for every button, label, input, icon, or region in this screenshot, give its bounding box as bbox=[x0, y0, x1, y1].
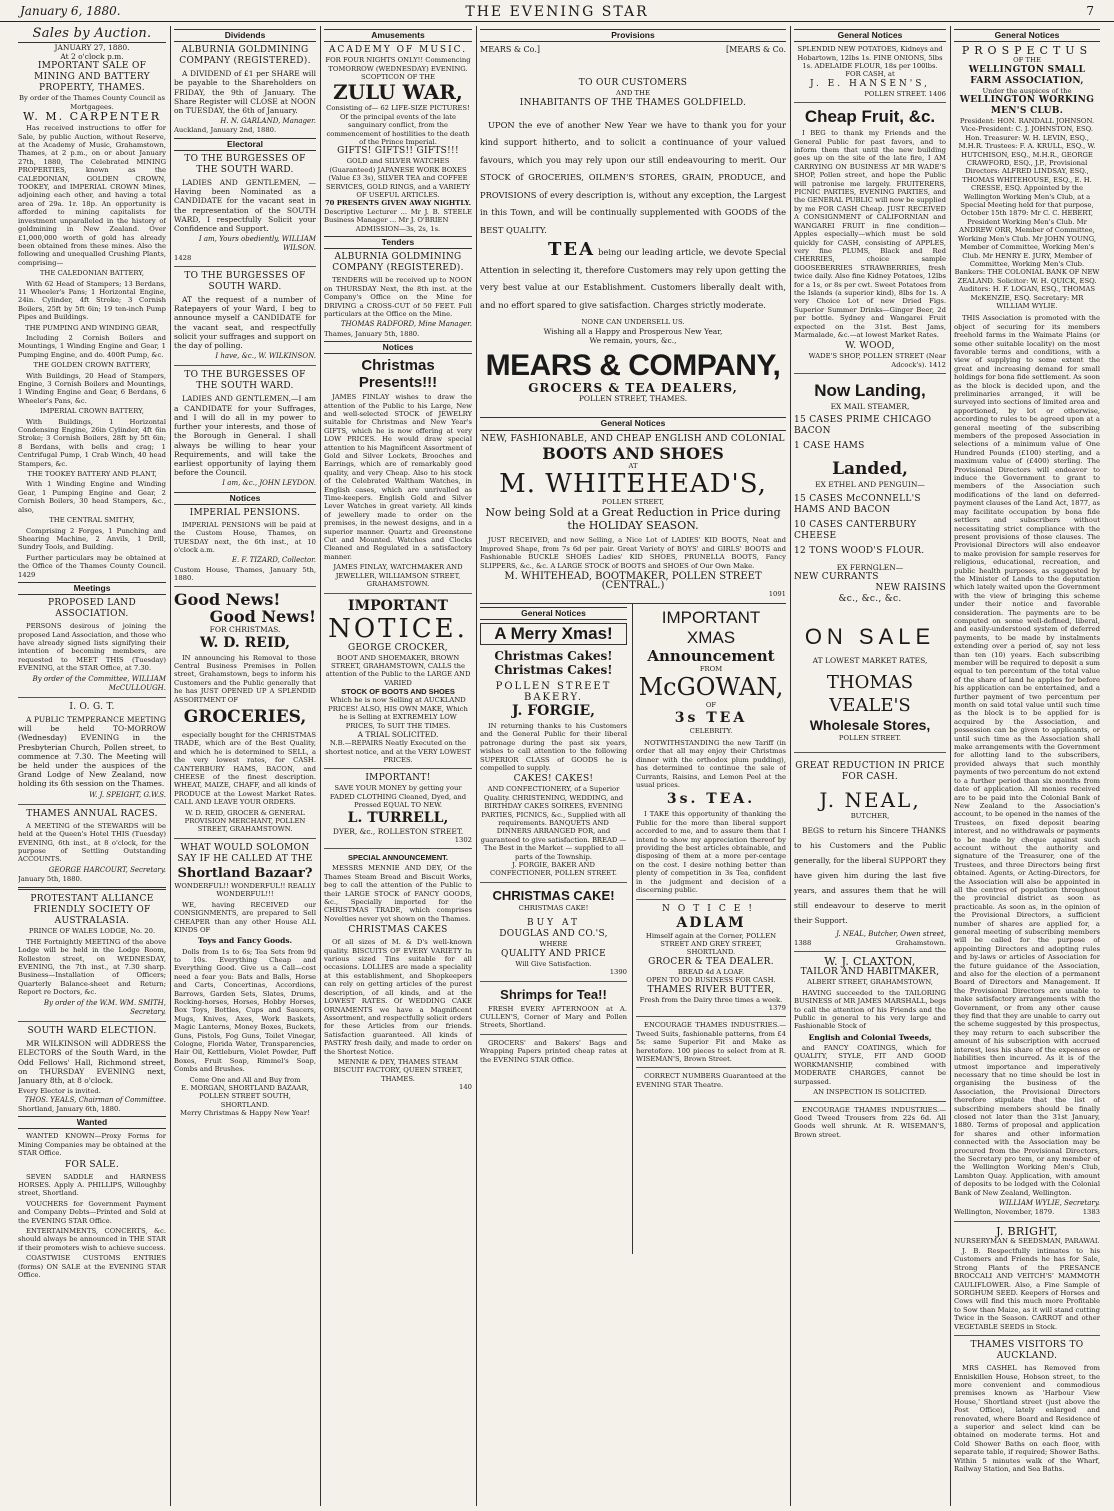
auction-further: Further particulars may be obtained at the Office of the Thames County Council. 1429 bbox=[18, 553, 166, 579]
landed-item: 15 CASES McCONNELL'S HAMS AND BACON bbox=[794, 493, 921, 515]
bakery-subcolumn bbox=[480, 604, 630, 1253]
tenders-section-label: Tenders bbox=[324, 236, 472, 249]
protestant-heading: PROTESTANT ALLIANCE FRIENDLY SOCIETY OF AUSTRALASIA. bbox=[30, 894, 154, 927]
page-number: 7 bbox=[1086, 4, 1094, 18]
shortland-bazaar: Shortland Bazaar? bbox=[177, 865, 313, 881]
divider bbox=[324, 848, 472, 849]
prospectus-footer bbox=[954, 1208, 1100, 1216]
general-notices-section-label: General Notices bbox=[480, 607, 627, 620]
for-sale-heading: FOR SALE. bbox=[64, 1159, 120, 1170]
mears-mark-left: MEARS & Co.] bbox=[480, 45, 540, 55]
divider bbox=[794, 1101, 946, 1102]
finlay-text: JAMES FINLAY wishes to draw the attention of the Public to his Large, New and well-selected STOCK of JEWELRY suitable for Christmas and New Year's GIFTS, which he is now offering at very LOW PRICES. He would draw special attention to his Magnificent Assortment of Gold and Silver Lockets, Brooches and Earrings, which are of remarkably good quality, and very Cheap. Also to his stock of the Celebrated Waltham Watches, in English cases, which are unrivalled as Time-keepers. English Gold and Silver Lever Watches in great variety. All kinds of jewellery made to order on the premises, in the newest designs, and in a superior manner. Quartz and Greenstone Cut and Mounted. Watches and Clocks Cleaned and Regulated in a satisfactory manner. bbox=[324, 393, 472, 561]
divider bbox=[18, 697, 166, 698]
correct-numbers-notice: CORRECT NUMBERS Guaranteed at the EVENING STAR Theatre. bbox=[636, 1072, 786, 1089]
landed-heading: Landed, bbox=[832, 459, 908, 480]
auction-date: JANUARY 27, 1880. bbox=[54, 43, 130, 52]
column-provisions bbox=[480, 26, 786, 1506]
tea-text: being our leading article, we devote Special Attention in selecting it, therefore Customers may rely upon getting the very best value at our Establishment. Customers liberally dealt with, and no effort spared to give satisfaction. Charges strictly moderate. bbox=[480, 247, 786, 310]
ad-number: 1091 bbox=[768, 590, 786, 599]
mears-mark-right: [MEARS & Co. bbox=[726, 45, 786, 55]
ad-number: 1390 bbox=[609, 968, 627, 977]
divider bbox=[480, 981, 627, 982]
auction-headline: IMPORTANT SALE OF MINING AND BATTERY PROPERTY, THAMES. bbox=[34, 61, 150, 94]
hansen-name: J. E. HANSEN'S, bbox=[810, 78, 930, 89]
shrimps-heading: Shrimps for Tea!! bbox=[500, 986, 607, 1002]
douglas-co: DOUGLAS AND CO.'S, bbox=[499, 929, 608, 940]
river-butter: THAMES RIVER BUTTER, bbox=[647, 984, 775, 995]
mears-body: UPON the eve of another New Year we have to thank you for your kind support hitherto, and to solicit a continuance of your valued favours, which you may rely upon our still endeavouring to merit. Our STOCK of GROCERIES, OILMEN'S STORES, GRAIN, PRODUCE, and PROVISIONS of every description is, without any exception, the Largest in this Town, and will be continually supplemented with GOODS of the BEST QUALITY. bbox=[480, 119, 786, 235]
battery-list bbox=[18, 269, 166, 552]
election-text: LADIES AND GENTLEMEN, — Having been Nominated as a CANDIDATE for the vacant seat in the representation of the SOUTH WARD, I respectfully Solicit your Confidence and Support. bbox=[174, 178, 316, 234]
raisins: NEW RAISINS bbox=[875, 582, 946, 593]
mears-corner-marks bbox=[480, 45, 786, 54]
reid-text-2: especially bought for the CHRISTMAS TRADE, which are of the Best Quality, and which he is determined to SELL, a the very lowest rates, for CASH. CANTERBURY HAMS, BACON, and CHEESE of the finest description. WHEAT, MAIZE, CHAFF, and all kinds of PRODUCE at the Lowest Market Rates. CALL AND LEAVE YOUR ORDERS. bbox=[174, 731, 316, 807]
academy-text: FOR FOUR NIGHTS ONLY!! Commencing TOMORROW (WEDNESDAY) EVENING. SCOPTICON OF THE bbox=[325, 56, 471, 82]
now-landing-heading: Now Landing, bbox=[814, 381, 926, 401]
divider bbox=[794, 951, 946, 952]
whitehead-text: JUST RECEIVED, and now Selling, a Nice Lot of LADIES' KID BOOTS, Neat and Improved Shape, from 7s 6d per pair. Great Variety of BOYS' and GIRLS' BOOTS and Fashionable BUCKLE SHOES Ladies' KID SHOES, PRUNELLA BOOTS, Fancy SLIPPERS, &c., &c. A LARGE STOCK of BOOTS and SHOES of Our Own Make. bbox=[480, 536, 786, 570]
protestant-signature: By order of the W.M. WM. SMITH, Secretary. bbox=[43, 998, 166, 1016]
turrell-text: SAVE YOUR MONEY by getting your FADED CLOTHING Cleaned, Dyed, and Pressed EQUAL TO NEW. bbox=[329, 784, 467, 810]
notices-section-label: Notices bbox=[324, 341, 472, 354]
three-shilling-tea: 3s TEA bbox=[674, 709, 748, 726]
christmas-presents-heading: Christmas Presents!!! bbox=[358, 357, 438, 392]
divider bbox=[480, 882, 627, 883]
split-notices bbox=[480, 603, 786, 1253]
south-ward-signature: THOS. YEALS, Chairman of Committee. bbox=[24, 1095, 166, 1104]
important-heading: IMPORTANT bbox=[348, 597, 448, 614]
divider bbox=[794, 373, 946, 374]
page-header bbox=[0, 0, 1114, 22]
masthead-title: THE EVENING STAR bbox=[465, 4, 649, 20]
entertainments-notice: ENTERTAINMENTS, CONCERTS, &c. should always be announced in THE STAR if their promoters wish to achieve success. bbox=[18, 1227, 166, 1252]
shrimps-text: FRESH EVERY AFTERNOON at A. CULLEN'S, Corner of Mary and Pollen Streets, Shortland. bbox=[480, 1004, 627, 1030]
whitehead-reduction: Now being Sold at a Great Reduction in Price during the HOLIDAY SEASON. bbox=[485, 506, 781, 533]
protestant-text: THE Fortnightly MEETING of the above Lodge will be held in the Lodge Room, Rolleston street, on WEDNESDAY, EVENING, the 7th inst., at 7.30 sharp. Business—Installation of Officers; Quarterly Balance-sheet and Return; Report re Doctors, &c. bbox=[18, 937, 166, 997]
veale-address: POLLEN STREET. bbox=[838, 734, 902, 743]
visitors-heading: THAMES VISITORS TO AUCKLAND. bbox=[970, 1340, 1084, 1362]
adlam-text: Himself again at the Corner, POLLEN STREET AND GREY STREET, SHORTLAND. bbox=[645, 931, 777, 957]
provisions-section-label: Provisions bbox=[480, 29, 786, 42]
pensions-heading: IMPERIAL PENSIONS. bbox=[189, 507, 301, 518]
wonderful-line: WONDERFUL!! WONDERFUL!! REALLY WONDERFUL!!! bbox=[174, 881, 316, 899]
toys-heading: Toys and Fancy Goods. bbox=[197, 936, 293, 946]
whitehead-name: M. WHITEHEAD'S, bbox=[499, 468, 767, 499]
general-notices-section-label: General Notices bbox=[480, 417, 786, 430]
divider bbox=[174, 586, 316, 587]
zulu-war-heading: ZULU WAR, bbox=[333, 80, 463, 105]
neal-name: J. NEAL, bbox=[819, 788, 921, 813]
pensions-signature: E. F. TIZARD, Collector. bbox=[231, 556, 316, 565]
column-divider bbox=[320, 26, 321, 1506]
mennie-text-2: Of all sizes of M. & D's well-known quality. BISCUITS OF EVERY VARIETY In various sized Tins suitable for all occasions. LOLLIES are made a speciality at this establishment, and Shopkeepers can rely on getting articles of the purest description, of all kinds, and at the LOWEST RATES. Of WEDDING CAKE ORNAMENTS we have a Magnificent Assortment, and respectfully solicit orders for these Articles from our friends. Satisfaction guaranteed. All kinds of PASTRY fresh daily, and made to order on the Shortest Notice. bbox=[324, 938, 472, 1056]
repairs-note: N.B.—REPAIRS Neatly Executed on the shortest notice, and at the VERY LOWEST PRICES. bbox=[325, 739, 471, 764]
auction-time: At 2 o'clock p.m. bbox=[60, 52, 124, 62]
academy-text-2: Consisting of— 62 LIFE-SIZE PICTURES! Of the principal events of the late sanguinary conflict, from the commencement of hostilities to the death of the Prince Imperial. bbox=[326, 104, 470, 147]
mears-address: POLLEN STREET, THAMES. bbox=[578, 394, 688, 404]
landing-item: 1 CASE HAMS bbox=[794, 441, 865, 452]
of-the: OF THE bbox=[1013, 56, 1041, 65]
cakes-line: CAKES! CAKES! bbox=[513, 774, 594, 785]
wood-address: WADE'S SHOP, POLLEN STREET (Near Adcock's). 1412 bbox=[808, 352, 946, 369]
pollen-bakery: POLLEN STREET BAKERY. bbox=[495, 680, 612, 703]
crocker-text: BOOT AND SHOEMAKER, BROWN STREET, GRAHAMSTOWN, CALLS the attention of the Public to the LARGE AND VARIED bbox=[325, 653, 471, 687]
divider bbox=[174, 365, 316, 366]
neal-text: BEGS to return his Sincere THANKS to his Customers and the Public generally, for the liberal SUPPORT they have given him during the last five years, and assures them that he will still endeavour to deserve to merit their Support. bbox=[794, 825, 946, 925]
merry-xmas-heading: A Merry Xmas! bbox=[480, 623, 627, 645]
election-text: AT the request of a number of Ratepayers of your Ward, I beg to announce myself a CANDIDATE for the vacant seat, and respectfully solicit your suffrages and support on the day of polling. bbox=[174, 295, 316, 351]
bright-name: J. BRIGHT, bbox=[996, 1224, 1058, 1238]
column-auctions-meetings bbox=[18, 26, 166, 1506]
will-give-satisfaction: Will Give Satisfaction. bbox=[515, 959, 592, 968]
list-item-text: Comprising 2 Forges, 1 Punching and Shearing Machine, 2 Anvils, 1 Drill, Sundry Tools, and Building. bbox=[18, 526, 166, 552]
iogt-signature: W. J. SPEIGHT, G.W.S. bbox=[89, 790, 166, 799]
cheap-fruit-text: I BEG to thank my Friends and the General Public for past favors, and to inform them that until the new building goes up on the site of the late fire, I AM CARRYING ON BUSINESS AT MR WADE'S SHOP, Pollen street, and hope the Public will patronise me largely. FRUITERERS, PICNIC PARTIES, EVENING PARTIES, and the GENERAL PUBLIC will now be supplied by me FOR CASH Cheap. JUST RECEIVED A CONSIGNMENT of CALIFORNIAN and WANGAREI FRUIT in fine condition—Apples especially—which must be sold quickly for CASH, consisting of APPLES, very fine PLUMS, Black and Red CHERRIES, choice sample GOOSEBERRIES STRAWBERRIES, fresh twice daily. Also fine Kidney Potatoes, 12lbs for a 1s, or 8s per cwt. Sweet Potatoes from the Islands (a superior kind), 8lbs for 1s. A very Choice Lot of new Dried Figs. Superior Summer Drinks—Ginger Beer, 2d per bottle. Sydney and Wangarei Fruit expected on the 31st. Best Jams, Marmalade, &c.—at lowest Market Rates. bbox=[794, 129, 946, 339]
bazaar-text: WE, having RECEIVED our CONSIGNMENTS, are prepared to Sell CHEAPER than any other House ALL KINDS OF bbox=[174, 900, 316, 934]
divider bbox=[18, 804, 166, 805]
divider bbox=[794, 752, 946, 753]
divider bbox=[636, 899, 786, 900]
landed-item: 12 TONS WOOD'S FLOUR. bbox=[794, 545, 925, 556]
ad-number: 1428 bbox=[174, 253, 192, 262]
and-the: AND THE bbox=[616, 89, 650, 98]
list-item-heading: THE CENTRAL SMITHY, bbox=[49, 516, 135, 525]
whitehead-street: POLLEN STREET, bbox=[601, 497, 665, 506]
list-item-text: With 62 Head of Stampers; 13 Berdans, 11 Wheeler's Pans; 1 Horizontal Engine, 24in. Cylinder, 4ft Stroke; 3 Cornish Boilers, 25ft by 5ft 6in; 19 ten-inch Pump Pipes and Buildings. bbox=[18, 279, 166, 322]
christmas-cakes-line: CHRISTMAS CAKES bbox=[348, 925, 448, 936]
vouchers-notice: VOUCHERS for Government Payment and Company Debts—Printed and Sold at the EVENING STAR Office. bbox=[18, 1199, 166, 1225]
forgie-signature: J. FORGIE, BAKER AND CONFECTIONER, POLLEN STREET. bbox=[490, 861, 617, 878]
adlam-bread: BREAD 4d A LOAF. bbox=[677, 967, 745, 976]
dividend-heading: ALBURNIA GOLDMINING COMPANY (REGISTERED). bbox=[179, 45, 311, 67]
pensions-date: Custom House, Thames, January 5th, 1880. bbox=[174, 565, 316, 582]
lowest-rates: AT LOWEST MARKET RATES, bbox=[812, 655, 928, 665]
south-ward-invite: Every Elector is invited. bbox=[18, 1087, 101, 1096]
bazaar-items: Dolls from 1s to 6s; Tea Sets from 9d to 10s. Everything Cheap and Everything Good. Give us a Call—cost need a fear you: Bats and Balls, Horse and Carts, Concertinas, Accordions, Barrows, Garden Sets, Slates, Drums, Rocking-horses, Horses, Hobby Horses, Box Toys, Bottles, Cups and Saucers, Mugs, Knives, Axes, Work Baskets, Magic Lanterns, Money Boxes, Buckets, Guns, Pistols, Fog Guns, Toilet Vinegar, Cologne, Florida Water, Transparencies, Hair Oil, Kettleburn, Violet Powder, Puff Boxes, Fruit Soap, Rimmel's Soap, Combs and Brushes. bbox=[174, 947, 316, 1074]
neal-town: Grahamstown. bbox=[895, 939, 946, 948]
mennie-signature: MENNIE & DEY, THAMES STEAM BISCUIT FACTORY, QUEEN STREET, THAMES. bbox=[333, 1057, 463, 1083]
election-heading: TO THE BURGESSES OF THE SOUTH WARD. bbox=[184, 370, 306, 392]
ad-number: 1383 bbox=[1082, 1208, 1100, 1217]
divider bbox=[480, 1034, 627, 1035]
for-christmas: FOR CHRISTMAS. bbox=[209, 625, 281, 635]
wanted-section-label: Wanted bbox=[18, 1116, 166, 1129]
dividend-date: Auckland, January 2nd, 1880. bbox=[174, 126, 277, 135]
wholesale-stores: Wholesale Stores, bbox=[809, 717, 931, 734]
list-item-heading: THE PUMPING AND WINDING GEAR, bbox=[25, 323, 159, 332]
small-farm-association: WELLINGTON SMALL FARM ASSOCIATION, bbox=[968, 64, 1086, 86]
christmas-cake-subheading: CHRISTMAS CAKE! bbox=[518, 903, 589, 912]
none-undersell: NONE CAN UNDERSELL US. bbox=[581, 318, 685, 327]
south-ward-heading: SOUTH WARD ELECTION. bbox=[27, 1026, 157, 1037]
ex-ethel: EX ETHEL AND PENGUIN— bbox=[815, 480, 925, 490]
claxton-text-2: and FANCY COATINGS, which for QUALITY, STYLE, FIT AND GOOD WORKMANSHIP, combined with MODERATE CHARGES, cannot be surpassed. bbox=[794, 1044, 946, 1086]
crocker-name: GEORGE CROCKER, bbox=[348, 642, 448, 653]
announcement-heading: Announcement bbox=[647, 646, 775, 665]
important-xmas-heading: IMPORTANT XMAS bbox=[661, 607, 761, 647]
adlam-grocer: GROCER & TEA DEALER. bbox=[648, 956, 774, 967]
divider bbox=[174, 838, 316, 839]
under-auspices: Under the auspices of the bbox=[982, 86, 1072, 95]
forgie-name: J. FORGIE, bbox=[511, 702, 596, 719]
encourage-notice: ENCOURAGE THAMES INDUSTRIES.—Good Tweed Trousers from 22s 6d. All Goods well shrunk. At R. WISEMAN'S, Brown street. bbox=[794, 1105, 946, 1139]
we-remain: We remain, yours, &c., bbox=[589, 335, 677, 345]
good-news-heading: Good News! bbox=[209, 607, 316, 627]
groceries-heading: GROCERIES, bbox=[183, 707, 307, 727]
tender-heading: ALBURNIA GOLDMINING COMPANY (REGISTERED). bbox=[332, 252, 464, 274]
claxton-trade: TAILOR AND HABITMAKER, bbox=[800, 967, 940, 978]
list-item-heading: THE TOOKEY BATTERY AND PLANT, bbox=[27, 470, 157, 479]
list-item-text: With Buildings, 20 Head of Stampers, Engine, 3 Cornish Boilers and Mountings, 1 Winding Engine and Gear, 6 Berdans, 6 Wheeler's Pans, &c. bbox=[18, 371, 166, 405]
meetings-section-label: Meetings bbox=[18, 582, 166, 595]
mcgowan-subcolumn bbox=[636, 604, 786, 1253]
prospectus-date: Wellington, November, 1879. bbox=[954, 1208, 1055, 1217]
general-notices-section-label: General Notices bbox=[954, 29, 1100, 42]
landed-item: 10 CASES CANTERBURY CHEESE bbox=[794, 519, 917, 541]
tender-date: Thames, January 5th, 1880. bbox=[324, 329, 420, 338]
auction-body: Has received instructions to offer for Sale, by public Auction, without Reserve, at the Academy of Music, Grahamstown, Thames, at 2 p.m., on or about January 27th, 1880, The Celebrated MINING PROPERTIES, known as the CALEDONIAN, GOLDEN CROWN, TOOKEY, and IMPERIAL CROWN Mines, adjoining each other, and having a total area of 29a. 1r. 18p. An opportunity is afforded to mining capitalists for investment unparalleled in the history of goldmining in New Zealand. Over £1,000,000 worth of gold has already been obtained from these mines. Also the following and unequalled Crushing Plants, comprising— bbox=[18, 124, 166, 267]
races-text: A MEETING of the STEWARDS will be held at the Queen's Hotel THIS (Tuesday) EVENING, 6th inst., at 8 o'clock, for the purpose of Settling Outstanding ACCOUNTS. bbox=[18, 821, 166, 864]
three-shilling-tea-2: 3s. TEA. bbox=[666, 791, 756, 808]
divider bbox=[18, 1021, 166, 1022]
column-divider bbox=[170, 26, 171, 1506]
iogt-text: A PUBLIC TEMPERANCE MEETING will be held TO-MORROW (Wednesday) EVENING in the Presbyterian Church, Pollen street, to commence at 7.30. The Meeting will be held under the auspices of the Grand Lodge of New Zealand, now holding its 6th session on the Thames. bbox=[18, 714, 166, 789]
trial-solicited: A TRIAL SOLICITED. bbox=[357, 729, 439, 739]
notice-heading: NOTICE. bbox=[328, 613, 468, 644]
column-amusements-notices bbox=[324, 26, 472, 1506]
amusements-section-label: Amusements bbox=[324, 29, 472, 42]
tweeds-heading: English and Colonial Tweeds, bbox=[808, 1032, 932, 1042]
list-item-text: Including 2 Cornish Boilers and Mountings, 1 Winding Engine and Gear, 1 Pumping Engine, and do. 400ft Pump, &c. bbox=[18, 333, 166, 359]
quality-price: QUALITY AND PRICE bbox=[501, 948, 606, 959]
bright-trade: NURSERYMAN & SEEDSMAN, PARAWAI. bbox=[954, 1236, 1100, 1245]
presents-line: 70 PRESENTS GIVEN AWAY NIGHTLY. bbox=[324, 199, 472, 208]
sales-by-auction-heading: Sales by Auction. bbox=[18, 26, 166, 43]
ad-number: 1388 bbox=[794, 939, 812, 948]
column-divider bbox=[476, 26, 477, 1506]
column-divider bbox=[632, 604, 633, 1254]
landing-item: 15 CASES PRIME CHICAGO BACON bbox=[794, 415, 932, 437]
column-divider bbox=[790, 26, 791, 1506]
claxton-address: ALBERT STREET, GRAHAMSTOWN, bbox=[807, 978, 933, 987]
cashel-text: MRS CASHEL has Removed from Enniskillen House, Hobson street, to the more convenient and commodious premises known as 'Harbour View House,' Shortland street (just above the Post Office), lately enlarged and renovated, where Board and Residence of a superior and select kind can be obtained on moderate terms. Hot and Cold Shower Baths on each floor, with separate table, if required; Shower Baths. Within 5 minutes walk of the Wharf, Railway Station, and Sea Baths. bbox=[954, 1364, 1100, 1473]
list-item-heading: THE CALEDONIAN BATTERY, bbox=[39, 269, 145, 278]
notice-heading: NOTICE! bbox=[662, 903, 760, 914]
iogt-heading: I. O. G. T. bbox=[69, 701, 115, 712]
inhabitants-heading: INHABITANTS OF THE THAMES GOLDFIELD. bbox=[519, 97, 747, 108]
christmas-cakes-heading: Christmas Cakes! Christmas Cakes! bbox=[494, 648, 613, 677]
whitehead-intro: NEW, FASHIONABLE, AND CHEAP ENGLISH AND COLONIAL bbox=[481, 433, 785, 444]
currants: NEW CURRANTS bbox=[794, 571, 879, 582]
mcgowan-text-2: I TAKE this opportunity of thanking the Public for the more than liberal support accorded to me, and to assure them that I intend to show my appreciation thereof by providing the best articles obtainable, and disposing of them at a more per-centage on the cost. I desire nothing better than plenty of competition in 3s Tea, confident in the judgment and decision of a discerning public. bbox=[636, 810, 786, 895]
divider bbox=[636, 1067, 786, 1068]
from: FROM bbox=[699, 664, 723, 673]
finlay-signature: JAMES FINLAY, WATCHMAKER AND JEWELLER, WILLIAMSON STREET, GRAHAMSTOWN. bbox=[333, 563, 463, 589]
divider bbox=[636, 1016, 786, 1017]
tea-heading: TEA bbox=[548, 239, 596, 261]
ex-fernglen: EX FERNGLEN— bbox=[836, 562, 904, 572]
wood-name: W. WOOD, bbox=[845, 341, 895, 352]
column-divider bbox=[950, 26, 951, 1506]
butter-text: Fresh from the Dairy three times a week. bbox=[639, 995, 783, 1004]
neal-trade: BUTCHER, bbox=[850, 812, 890, 821]
bazaar-call: Come One and All and Buy from bbox=[189, 1075, 301, 1084]
bazaar-signature: E. MORGAN, SHORTLAND BAZAAR, POLLEN STREET SOUTH, SHORTLAND. bbox=[181, 1084, 309, 1109]
bright-text: J. B. Respectfully intimates to his Customers and Friends he has for Sale, Strong Plants of the PRESANCE BROCCALI AND VEITCH'S' MAMMOTH CAULIFLOWER. Also, a Fine Sample of SORGHUM SEED. Keepers of Horses and Cows will find this much more Profitable to Sow than Maize, as it will stand cutting Twice in the Season. CARROT and other VEGETABLE SEEDS in Stock. bbox=[954, 1247, 1100, 1331]
dividend-text: A DIVIDEND of £1 per SHARE will be payable to the Shareholders on FRIDAY, the 9th of January. The Share Register will CLOSE at NOON on TUESDAY, the 6th of January. bbox=[174, 69, 316, 116]
crocker-text-2: Which he is now Selling at AUCKLAND PRICES! ALSO, HIS OWN MAKE, Which he is Selling at EXTREMELY LOW PRICES, To SUIT THE TIMES. bbox=[328, 696, 468, 730]
inspection-solicited: AN INSPECTION IS SOLICITED. bbox=[813, 1088, 927, 1097]
working-mens-club: WELLINGTON WORKING MEN'S CLUB. bbox=[959, 95, 1095, 117]
for-cash: FOR CASH, at bbox=[845, 70, 895, 79]
prospectus-heading: PROSPECTUS bbox=[961, 44, 1093, 58]
list-item-text: With Buildings, 1 Horizontal Condensing Engine, 26in Cylinder, 4ft 6in Stroke; 3 Cornish Boilers, 28ft by 5ft 6in; 8 Berdans, with bells and crag; 1 Centrifugal Pump, 1 Crab Winch, 40 head Stampers, &c. bbox=[18, 417, 166, 468]
cheap-fruit-heading: Cheap Fruit, &c. bbox=[804, 107, 936, 127]
election-heading: TO THE BURGESSES OF SOUTH WARD. bbox=[184, 271, 306, 293]
adlam-open: OPEN TO DO BUSINESS FOR CASH. bbox=[646, 976, 776, 985]
land-assoc-signature: By order of the Committee, WILLIAM McCULLOUGH. bbox=[32, 674, 166, 692]
whitehead-signature: M. WHITEHEAD, BOOTMAKER, POLLEN STREET (CENTRAL.) bbox=[504, 570, 762, 592]
turrell-address: DYER, &c., ROLLESTON STREET. bbox=[332, 826, 464, 836]
great-reduction: GREAT REDUCTION IN PRICE FOR CASH. bbox=[795, 761, 945, 783]
divider bbox=[954, 1221, 1100, 1222]
academy-staff: Descriptive Lecturer ... Mr J. B. STEELE Business Manager ... Mr J. O'BRIEN bbox=[324, 207, 472, 225]
races-heading: THAMES ANNUAL RACES. bbox=[26, 808, 158, 819]
boots-shoes-heading: BOOTS AND SHOES bbox=[542, 443, 724, 463]
double-rule bbox=[18, 887, 166, 890]
prospectus-signature: WILLIAM WYLIE, Secretary. bbox=[998, 1199, 1100, 1208]
celebrity: CELEBRITY. bbox=[689, 726, 733, 735]
ad-number: 140 bbox=[459, 1083, 472, 1092]
notices-section-label: Notices bbox=[174, 492, 316, 505]
general-notices-section-label: General Notices bbox=[794, 29, 946, 42]
christmas-cake-heading: CHRISTMAS CAKE! bbox=[492, 887, 615, 903]
buy-at: BUY AT bbox=[526, 918, 580, 929]
new-year-wish: Wishing all a Happy and Prosperous New Year, bbox=[543, 326, 723, 336]
mennie-text: MESSRS MENNIE AND DEY, Of the Thames Steam Bread and Biscuit Works, beg to call the attention of the Public to their LARGE STOCK of FANCY GOODS, &c., Specially imported for the CHRISTMAS TRADE, which comprises Novelties never yet shown on the Thames. bbox=[324, 864, 472, 923]
grocers-tea-dealers: GROCERS & TEA DEALERS, bbox=[528, 381, 738, 396]
ex-mail-steamer: EX MAIL STEAMER, bbox=[830, 402, 910, 412]
potatoes-text: SPLENDID NEW POTATOES, Kidneys and Hobartown, 12lbs 1s. FINE ONIONS, 5lbs 1s. ADELAIDE FLOUR, 18s per 100lbs. bbox=[797, 45, 943, 71]
veale-name: THOMAS VEALE'S bbox=[826, 672, 914, 717]
south-ward-text: MR WILKINSON will ADDRESS the ELECTORS of the South Ward, in the Odd Fellows' Hall, Richmond street, on THURSDAY EVENING next, January 8th, at 8 o'clock. bbox=[18, 1039, 166, 1085]
academy-heading: ACADEMY OF MUSIC. bbox=[328, 45, 468, 56]
on-sale-heading: ON SALE bbox=[804, 623, 936, 649]
solomon-heading: WHAT WOULD SOLOMON SAY IF HE CALLED AT THE bbox=[177, 842, 313, 864]
whitehead-at: AT bbox=[628, 461, 638, 470]
wanted-proxy: WANTED KNOWN—Proxy Forms for Mining Companies may be obtained at the STAR Office. bbox=[18, 1132, 166, 1158]
protestant-lodge: PRINCE OF WALES LODGE, No. 20. bbox=[28, 927, 156, 936]
of: OF bbox=[705, 701, 717, 710]
land-assoc-text: PERSONS desirous of joining the proposed Land Association, and those who have already signed lists signifying their intention of becoming members, are requested to MEET THIS (Tuesday) EVENING, at the STAR Office, at 7.30. bbox=[18, 622, 166, 673]
etc: &c., &c., &c. bbox=[838, 593, 902, 604]
forgie-text-2: AND CONFECTIONERY, of a Superior Quality. CHRISTENING, WEDDING, and BIRTHDAY CAKES SOIREES, EVENING PARTIES, PICNICS, &c., Supplied with all requirements. BANQUETS AND DINNERS ARRANGED FOR, and guaranteed to give satisfaction. BREAD — The Best in the Market — supplied to all parts of the Township. bbox=[480, 785, 627, 861]
good-news-heading: Good News! bbox=[174, 590, 281, 610]
adlam-name: ADLAM bbox=[676, 914, 746, 931]
election-signature: I have, &c., W. WILKINSON. bbox=[215, 352, 316, 361]
column-prospectus bbox=[954, 26, 1100, 1506]
admission-price: ADMISSION—3s, 2s, 1s. bbox=[355, 224, 441, 233]
election-heading: TO THE BURGESSES OF THE SOUTH WARD. bbox=[184, 154, 306, 176]
auctioneer-name: W. M. CARPENTER bbox=[23, 110, 161, 124]
tender-signature: THOMAS RADFORD, Mine Manager. bbox=[340, 320, 472, 329]
tender-text: TENDERS will be received up to NOON on THURSDAY Next, the 8th inst. at the Company's Office on the Mine for DRIVING a CROSS-CUT of 50 FEET. Full particulars at the Office on the Mine. bbox=[324, 276, 472, 318]
mears-company-name: MEARS & COMPANY, bbox=[485, 349, 781, 383]
reid-name: W. D. REID, bbox=[199, 634, 291, 651]
dividend-signature: H. N. GARLAND, Manager. bbox=[220, 117, 316, 126]
prospectus-body: THIS Association is promoted with the object of securing for its members freehold farms in the Waimate Plains (or some other suitable locality) on the most favorable terms and conditions, with a view of supplying to some extent the great and increasing demand for small holdings for bona fide settlement. As soon as the block is decided upon, and the preliminaries arranged, it will be surveyed into sections of limited area and apportioned, by lot or otherwise, according to rules to be agreed upon at a general meeting of the subscribing members of the proposed Association in selections of a minimum value of One Hundred Pounds (£100) sterling, and a maximum value of (£400) sterling. The Provisional Directors will endeavor to induce the Government to grant to members of the Association such modifications of the land on deferred-payment clauses of the Land Act, 1877, as may facilitate occupation by bona fide settlers and subscribers without necessitating strict compliance with the present provisions of those clauses. The Provisional Directors will also endeavor to make provision for sample reserves for religious, educational, recreation, and public health purposes, as suggested by the Minister of Lands to the deputation which lately waited upon the Government with the view of bringing this scheme under their notice and favorable consideration. The payments are to be computed on some well-defined, liberal, and easily-understood system of deferred payments, to be made by instalments extending over a period of, say not less than ten (10) years. Each subscribing member will be required to deposit a sum equal to ten percentum of the total value of the share of land he applies for before his application can be entertained, and a further payment of two percentum per month on said total value until such time as the block is to be applied for is acquired by the Association, and possession can be given to applicants, or until such time as the Association shall make arrangements with the Government for allotting land to the subscribers, provided always that such monthly payments of two percentum do not extend to a further period than six months from date of application. All monies received are to be paid into the Colonial Bank of New Zealand to the Association's account, to be opened in the names of the Trustees, on fixed deposit bearing interest, and no withdrawals or payments to be made by cheque against such account without the authority and signature of the Treasurer, one of the Trustees, and three Directors being first obtained. Agents, or Acting-Directors, for the Association will also be appointed in all the centres of population throughout the provincial district as soon as practicable. As soon as, in the opinion of the Provisional Directors, a sufficient number of shares are applied for, a general meeting of subscribing members will be called for the purpose of appointing Directors and adopting rules and by-laws or articles of Association for the future guidance of the Association, and also for the election of a permanent Board of Directors and Management. If the Provisional Directors are unable to make satisfactory arrangements with the Government, or from any other cause they find that they are unable to carry out the scheme suggested by this prospectus, they may return to each subscriber the amount of his subscription with accrued interest, less his share of the expenses or liabilities then incurred. As it is of the utmost importance and imperatively necessary that no time should be lost in organising the business of the Association, the Provisional Directors therefore stipulate that the list of subscribing members should be finally closed not later than the 31st January, 1880. Terms of proposal and application for shares and other information connected with the Association may be procured from the Provisional Directors, the Secretary pro tem, or any member of the Wellington Working Men's Club, Lambton Quay. Application, with amount of deposits to be lodged with the Colonial Bank of New Zealand, Wellington. bbox=[954, 314, 1100, 1197]
land-assoc-heading: PROPOSED LAND ASSOCIATION. bbox=[48, 598, 136, 620]
list-item-heading: IMPERIAL CROWN BATTERY, bbox=[40, 407, 144, 416]
customs-notice: COASTWISE CUSTOMS ENTRIES (forms) ON SALE at the EVENING STAR Office. bbox=[18, 1254, 166, 1280]
important-heading-2: IMPORTANT! bbox=[365, 773, 431, 784]
races-signature: GEORGE HARCOURT, Secretary. bbox=[48, 865, 166, 874]
neal-footer bbox=[794, 939, 946, 947]
encourage-notice: ENCOURAGE THAMES INDUSTRIES.—Tweed Suits, fashionable patterns, from £4 5s; same Superior Fit and Make as heretofore. 100 pieces to select from at R. WISEMAN'S, Brown Street. bbox=[636, 1021, 786, 1063]
bazaar-greeting: Merry Christmas & Happy New Year! bbox=[180, 1109, 310, 1118]
column-dividends-electoral bbox=[174, 26, 316, 1506]
claxton-text: HAVING succeeded to the TAILORING BUSINESS of MR JAMES MARSHALL, begs to call the attention of his Friends and the Public in general to his very large and Fashionable Stock of bbox=[794, 988, 946, 1031]
ad-number: 1302 bbox=[454, 835, 472, 844]
tea-paragraph bbox=[480, 241, 786, 314]
officers-list: President: HON. RANDALL JOHNSON. Vice-President: C. J. JOHNSTON, ESQ. Hon. Treasurer: W. H. LEVIN, ESQ., M.H.R. Trustees: F. A. KRULL, ESQ., W. HUTCHISON, ESQ., M.H.R., GEORGE CRAWFORD, ESQ., J.P., Provisional Directors: ALFRED LINDSAY, ESQ., THOMAS WHITEHOUSE, ESQ., E. H. CRESSE, ESQ. Appointed by the Wellington Working Men's Club, at a Special Meeting held for that purpose, October 15th 1879: Mr C. C. HEBERT, President Working Men's Club. Mr ANDREW ORR, Member of Committee, Working Men's Club. Mr JOHN YOUNG, Member of Committee, Working Men's Club. Mr HENRY E. JURY, Member of Committee, Working Men's Club. Bankers: THE COLONIAL BANK OF NEW ZEALAND. Solicitor: W. H. QUICK, ESQ. Auditors: H. F. LOGAN, ESQ., THOMAS McKENZIE, ESQ. Secretary: MR WILLIAM WYLIE. bbox=[954, 117, 1100, 310]
boots-shoes-heading: STOCK OF BOOTS AND SHOES bbox=[341, 687, 455, 697]
pensions-text: IMPERIAL PENSIONS will be paid at the Custom House, Thames, on TUESDAY next, the 6th inst., at 10 o'clock a.m. bbox=[174, 520, 316, 554]
divider bbox=[794, 102, 946, 103]
mcgowan-name: McGOWAN, bbox=[638, 673, 784, 702]
list-item-heading: THE GOLDEN CROWN BATTERY, bbox=[33, 361, 151, 370]
gifts-text: GOLD and SILVER WATCHES (Guaranteed) JAPANESE WORK BOXES (Value £3 3s), SILVER TEA and COFFEE SERVICES, GOLD RINGS, and a VARIETY OF USEFUL ARTICLES. bbox=[325, 157, 471, 200]
reid-text: IN announcing his Removal to those Central Business Premises in Pollen street, Grahamstown, begs to inform his Customers and the Public generally that he has JUST OPENED UP A SPLENDID ASSORTMENT OF bbox=[174, 653, 316, 704]
election-signature: I am, Yours obediently, WILLIAM WILSON. bbox=[198, 235, 316, 253]
neal-signature: J. NEAL, Butcher, Owen street, bbox=[836, 929, 946, 938]
hansen-address: POLLEN STREET. 1406 bbox=[864, 89, 946, 98]
ad-number: 1379 bbox=[768, 1003, 786, 1012]
election-text: LADIES AND GENTLEMEN,—I am a CANDIDATE for your Suffrages, and I will do all in my power to further your interests, and those of the Borough in General. I shall always be willing to hear your Requirements, and will take the earliest opportunity of laying them before the Council. bbox=[174, 394, 316, 478]
issue-date: January 6, 1880. bbox=[20, 4, 121, 18]
where: WHERE bbox=[539, 940, 568, 949]
column-general-notices bbox=[794, 26, 946, 1506]
races-date: January 5th, 1880. bbox=[18, 875, 83, 884]
divider bbox=[174, 266, 316, 267]
election-signature: I am, &c., JOHN LEYDON. bbox=[222, 479, 316, 488]
list-item-text: With 1 Winding Engine and Winding Gear, 1 Pumping Engine and Gear, 2 Cornish Boilers, 30 head Stampers, &c., also, bbox=[18, 480, 166, 514]
grocers-bags-notice: GROCERS' and Bakers' Bags and Wrapping Papers printed cheap rates at the EVENING STAR Office. bbox=[480, 1038, 627, 1064]
electoral-section-label: Electoral bbox=[174, 138, 316, 151]
divider bbox=[954, 1335, 1100, 1336]
south-ward-date: Shortland, January 6th, 1880. bbox=[18, 1104, 121, 1113]
divider bbox=[324, 768, 472, 769]
to-customers-heading: TO OUR CUSTOMERS bbox=[578, 78, 688, 89]
auction-order: By order of the Thames County Council as Mortgagees. bbox=[19, 94, 165, 111]
for-sale-horses: SEVEN SADDLE and HARNESS HORSES. Apply A. PHILLIPS, Willoughby street, Shortland. bbox=[18, 1172, 166, 1198]
forgie-text: IN returning thanks to his Customers and the General Public for their liberal patronage during the past six years, wishes to call attention to the following SUPERIOR CLASS of GOODS he is compelled to supply. bbox=[480, 721, 627, 773]
claxton-name: W. J. CLAXTON, bbox=[824, 955, 916, 969]
divider bbox=[324, 593, 472, 594]
gifts-line: GIFTS! GIFTS!! GIFTS!!! bbox=[337, 146, 459, 157]
mcgowan-text: NOTWITHSTANDING the new Tariff (in order that all may enjoy their Christmas dinner with the orthodox plum pudding), has determined to continue the sale of Currants, Raisins, and Lemon Peel at the usual prices. bbox=[636, 739, 786, 790]
reid-signature: W. D. REID, GROCER & GENERAL PROVISION MERCHANT, POLLEN STREET, GRAHAMSTOWN. bbox=[184, 808, 306, 834]
special-announcement-heading: SPECIAL ANNOUNCEMENT. bbox=[347, 853, 448, 863]
dividends-section-label: Dividends bbox=[174, 29, 316, 42]
turrell-name: L. TURRELL, bbox=[347, 809, 449, 826]
